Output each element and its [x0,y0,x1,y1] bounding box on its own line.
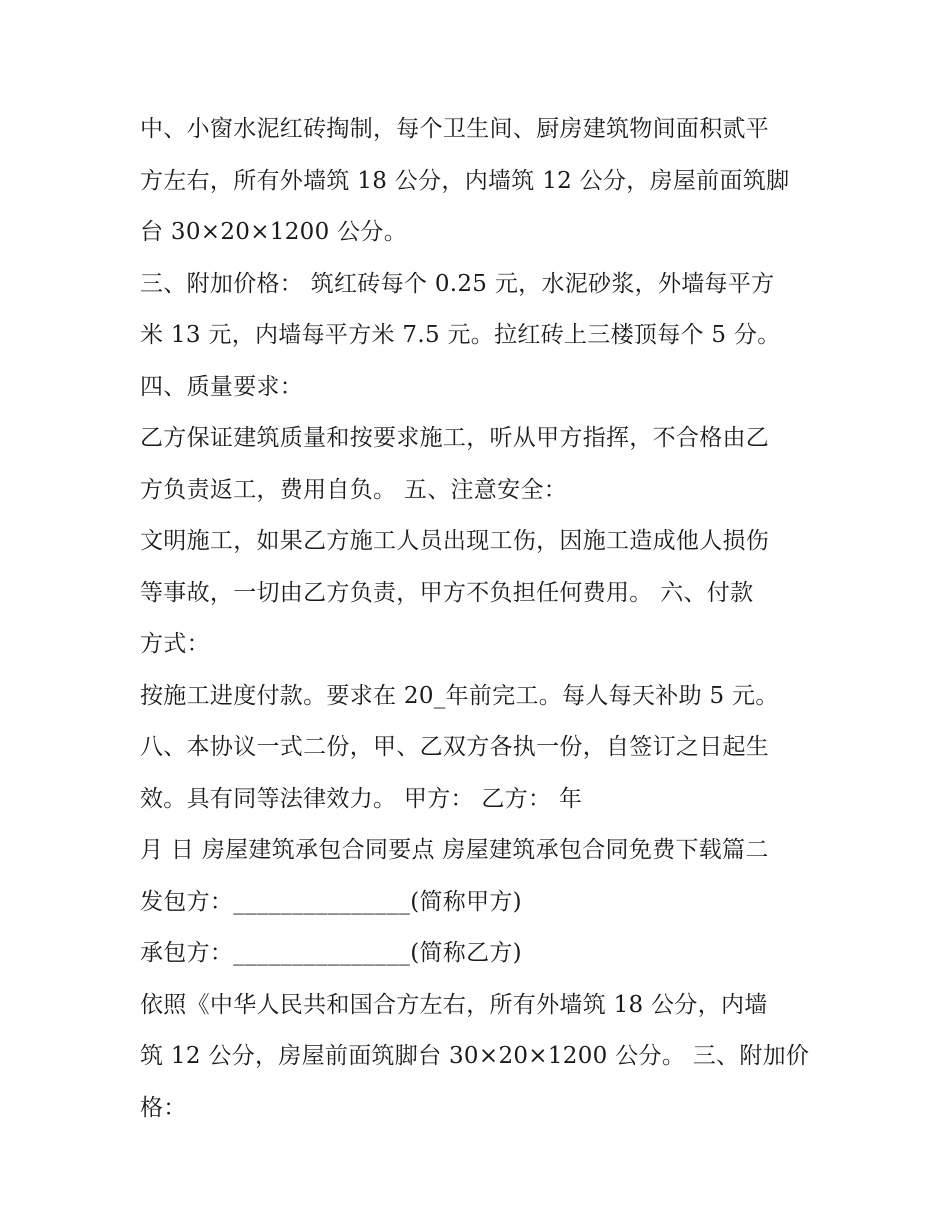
text-line: 台 30×20×1200 公分。 [140,219,408,245]
text-line: 八、本协议一式二份，甲、乙双方各执一份，自签订之日起生 [140,734,770,760]
text-line: 米 13 元，内墙每平方米 7.5 元。拉红砖上三楼顶每个 5 分。 [140,322,781,348]
contractor-party-line: 发包方：_______________(简称甲方) [140,888,522,915]
document-body [140,104,820,1134]
contractee-party-line: 承包方：_______________(简称乙方) [140,940,522,966]
text-line: 按施工进度付款。要求在 20_年前完工。每人每天补助 5 元。 [140,682,779,709]
text-line: 乙方保证建筑质量和按要求施工，听从甲方指挥，不合格由乙 [140,425,770,451]
text-line: 效。具有同等法律效力。 甲方： 乙方： 年 [140,785,583,812]
text-line: 方左右，所有外墙筑 18 公分，内墙筑 12 公分，房屋前面筑脚 [140,167,790,194]
section-heading-additional-price: 三、附加价格： 筑红砖每个 0.25 元，水泥砂浆，外墙每平方 [140,270,775,297]
text-line: 方式： [140,631,210,657]
text-line: 等事故，一切由乙方负责，甲方不负担任何费用。 六、付款 [140,579,754,606]
text-line: 中、小窗水泥红砖掏制，每个卫生间、厨房建筑物间面积贰平 [140,116,770,142]
text-line: 格： [140,1094,187,1121]
text-line: 依照《中华人民共和国合方左右，所有外墙筑 18 公分，内墙 [140,991,768,1018]
text-line: 筑 12 公分，房屋前面筑脚台 30×20×1200 公分。 三、附加价 [140,1043,810,1069]
text-line: 文明施工，如果乙方施工人员出现工伤，因施工造成他人损伤 [140,528,770,554]
text-line: 方负责返工，费用自负。 五、注意安全： [140,476,568,503]
text-line: 月 日 房屋建筑承包合同要点 房屋建筑承包合同免费下载篇二 [140,837,769,863]
section-heading-quality: 四、质量要求： [140,373,304,400]
